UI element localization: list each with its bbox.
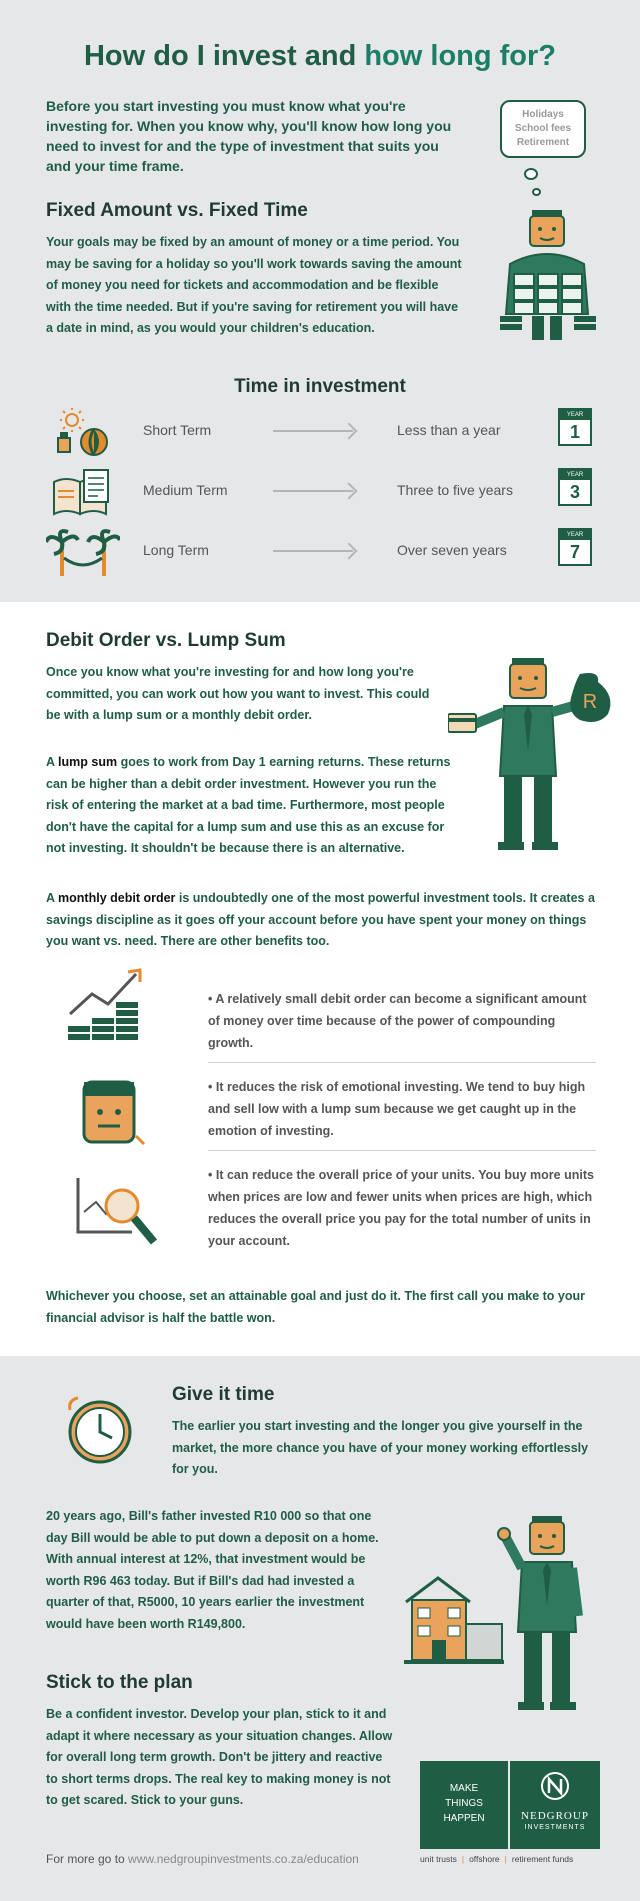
benefit-2: • It reduces the risk of emotional investing. We tend to buy high and sell low with a lump sum because we get caught up in the emotion of investing. bbox=[208, 1080, 586, 1138]
calendar-label: YEAR bbox=[560, 470, 590, 480]
lump-sum-term: lump sum bbox=[58, 755, 118, 769]
clock-icon bbox=[66, 1396, 136, 1468]
fixed-body: Your goals may be fixed by an amount of money or a time period. You may be saving for a holiday so you'll work towards saving the amount of money you need for tickets and accommodation and be flexible with the time needed. But if you're saving for retirement you will have a date in mind, as you would your children's education. bbox=[46, 235, 462, 335]
term-name: Medium Term bbox=[143, 482, 228, 498]
thought-retirement: Retirement bbox=[516, 137, 570, 148]
debit-p3-pre: A bbox=[46, 891, 59, 905]
money-bag-symbol: R bbox=[582, 691, 598, 713]
debit-heading: Debit Order vs. Lump Sum bbox=[46, 630, 286, 651]
link-retirement-funds[interactable]: retirement funds bbox=[511, 1854, 574, 1864]
debit-p3-post: is undoubtedly one of the most powerful investment tools. It creates a savings discipline as it goes off your account before you have spent your money on things you want vs. need. There are other benefits too. bbox=[46, 891, 595, 948]
separator: | bbox=[504, 1854, 507, 1864]
fixed-heading: Fixed Amount vs. Fixed Time bbox=[46, 200, 308, 221]
calendar-number: 3 bbox=[569, 482, 580, 502]
thought-bubble bbox=[500, 100, 586, 158]
man-with-money-illustration bbox=[494, 204, 604, 344]
calendar-number: 1 bbox=[569, 422, 580, 442]
term-duration: Over seven years bbox=[397, 542, 507, 558]
tagline-line: MAKE bbox=[449, 1783, 479, 1794]
benefit-1: • A relatively small debit order can become a significant amount of money over time because of the power of compounding growth. bbox=[208, 992, 587, 1050]
thought-school-fees: School fees bbox=[514, 123, 572, 134]
footer-prefix: For more go to bbox=[46, 1852, 129, 1866]
man-card-moneybag-illustration bbox=[448, 656, 616, 852]
debit-p2 bbox=[46, 752, 456, 860]
arrow-icon bbox=[273, 430, 353, 432]
thought-dot-1 bbox=[524, 168, 538, 180]
make-things-happen-box bbox=[420, 1761, 508, 1849]
link-unit-trusts[interactable]: unit trusts bbox=[420, 1854, 457, 1864]
term-name: Short Term bbox=[143, 422, 212, 438]
benefit-3: • It can reduce the overall price of your units. You buy more units when prices are low and fewer units when prices are high, which reduces the overall price you pay for the total number of units in your account. bbox=[208, 1168, 594, 1248]
nedgroup-logo-box bbox=[510, 1761, 600, 1849]
term-duration: Less than a year bbox=[397, 422, 501, 438]
link-offshore[interactable]: offshore bbox=[469, 1854, 500, 1864]
stick-heading: Stick to the plan bbox=[46, 1672, 193, 1693]
nedgroup-logo-icon bbox=[540, 1771, 570, 1801]
stick-body: Be a confident investor. Develop your plan, stick to it and adapt it where necessary as your situation changes. Allow for overall long term growth. Don't be jittery and reactive to short terms drops. The real key to making money is not to get scared. Stick to your guns. bbox=[46, 1707, 393, 1807]
term-name: Long Term bbox=[143, 542, 209, 558]
tagline-line: HAPPEN bbox=[443, 1813, 485, 1824]
footer-link[interactable]: www.nedgroupinvestments.co.za/education bbox=[128, 1852, 359, 1866]
divider bbox=[208, 1150, 596, 1151]
investor-face-icon bbox=[76, 1072, 146, 1152]
calendar-label: YEAR bbox=[560, 410, 590, 420]
arrow-icon bbox=[273, 550, 353, 552]
calendar-label: YEAR bbox=[560, 530, 590, 540]
page-title: How do I invest and how long for? bbox=[83, 40, 557, 72]
debit-p1: Once you know what you're investing for and how long you're committed, you can work out how you want to invest. This could be with a lump sum or a monthly debit order. bbox=[46, 665, 430, 722]
beach-icon bbox=[50, 408, 114, 456]
divider bbox=[208, 1062, 596, 1063]
tagline-line: THINGS bbox=[445, 1798, 483, 1809]
footer-product-links bbox=[420, 1854, 573, 1864]
thought-holidays: Holidays bbox=[522, 109, 564, 120]
footer-text bbox=[46, 1852, 359, 1866]
term-row-long bbox=[40, 528, 600, 578]
debit-p2-pre: A bbox=[46, 755, 59, 769]
debit-p3 bbox=[46, 888, 606, 953]
term-duration: Three to five years bbox=[397, 482, 513, 498]
calendar-number: 7 bbox=[569, 542, 580, 562]
debit-p2-post: goes to work from Day 1 earning returns. These returns can be higher than a debit order investment. However you run the risk of entering the market at a bad time. Furthermore, most people don't have the capital for a lump sum and use this as an excuse for not investing. It shouldn't be because there is an alternative. bbox=[46, 755, 451, 855]
monthly-debit-order-term: monthly debit order bbox=[58, 891, 176, 905]
arrow-icon bbox=[273, 490, 353, 492]
give-time-heading: Give it time bbox=[172, 1384, 275, 1405]
thought-dot-2 bbox=[532, 188, 541, 196]
analysis-magnifier-icon bbox=[72, 1172, 164, 1256]
debit-closing: Whichever you choose, set an attainable goal and just do it. The first call you make to your financial advisor is half the battle won. bbox=[46, 1289, 586, 1325]
house-and-man-illustration bbox=[404, 1516, 604, 1716]
brand-subname: INVESTMENTS bbox=[524, 1824, 586, 1831]
calendar-icon bbox=[558, 408, 592, 446]
intro-text: Before you start investing you must know what you're investing for. When you know why, you'll know how long you need to invest for and the type of investment that suits you and your time frame. bbox=[46, 98, 452, 174]
give-time-story: 20 years ago, Bill's father invested R10 000 so that one day Bill would be able to put down a deposit on a home. With annual interest at 12%, that investment would be worth R96 463 today. But if Bill's dad had invested a quarter of that, R5000, 10 years earlier the investment would have been worth R149,800. bbox=[46, 1509, 379, 1631]
growth-coins-icon bbox=[62, 964, 158, 1044]
give-time-intro: The earlier you start investing and the longer you give yourself in the market, the more chance you have of your money working effortlessly for you. bbox=[172, 1419, 589, 1476]
term-row-short bbox=[40, 408, 600, 458]
time-heading: Time in investment bbox=[234, 376, 406, 397]
term-row-medium bbox=[40, 468, 600, 518]
calendar-icon bbox=[558, 468, 592, 506]
separator: | bbox=[461, 1854, 465, 1864]
books-icon bbox=[50, 468, 116, 518]
calendar-icon bbox=[558, 528, 592, 566]
palm-trees-hammock-icon bbox=[46, 528, 120, 578]
brand-name: NEDGROUP bbox=[521, 1810, 589, 1822]
